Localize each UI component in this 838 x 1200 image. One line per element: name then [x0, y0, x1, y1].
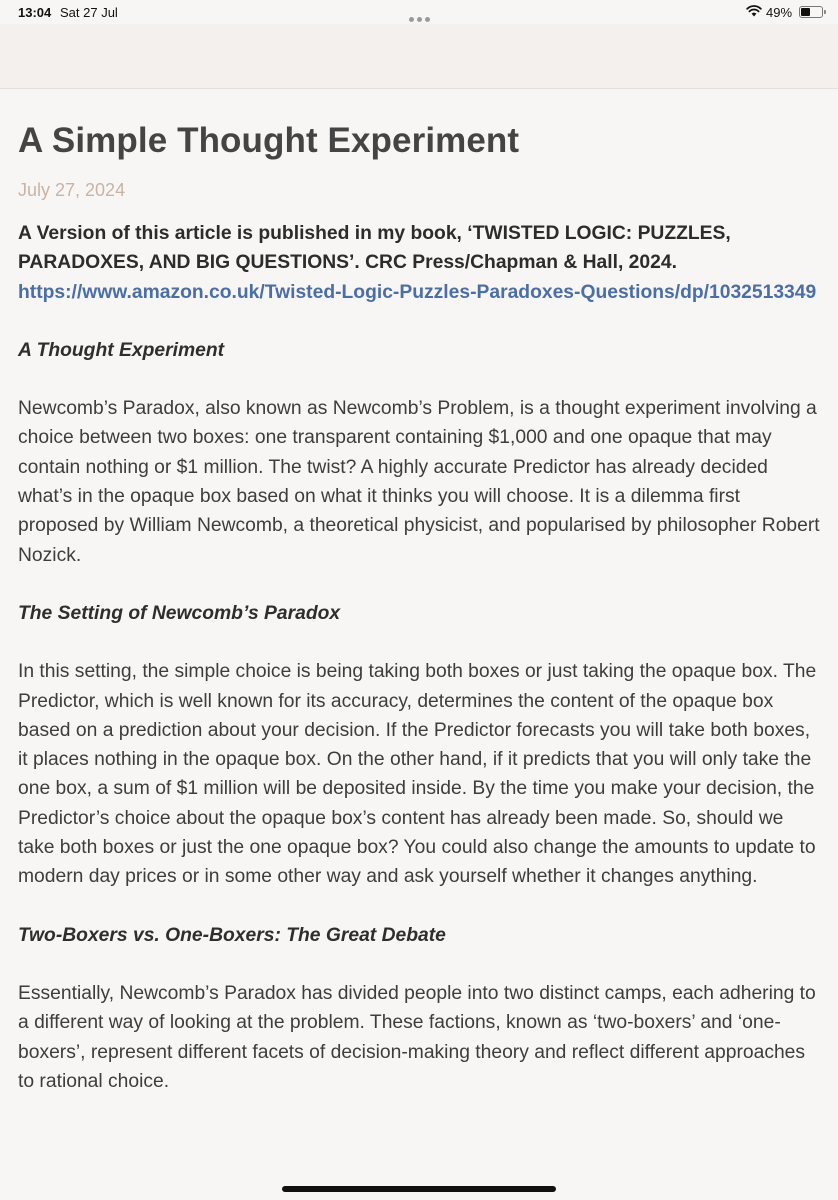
battery-icon — [799, 6, 823, 18]
section-body: Newcomb’s Paradox, also known as Newcomb’s Problem, is a thought experiment involving a choice between two boxes: one transparent containing $1,000 and one opaque that may contain nothing or $1 million. The twist? A highly accurate Predictor has already decided what’s in the opaque box based on what it thinks you will choose. It is a dilemma first proposed by William Newcomb, a theoretical physicist, and popularised by philosopher Robert Nozick. — [18, 398, 820, 566]
battery-percent: 49% — [766, 5, 793, 20]
amazon-link[interactable]: https://www.amazon.co.uk/Twisted-Logic-Puzzles-Paradoxes-Questions/dp/1032513349 — [18, 281, 817, 303]
section-heading: A Thought Experiment — [18, 339, 225, 361]
status-time: 13:04 — [18, 5, 52, 20]
article — [18, 88, 824, 1096]
section-body: In this setting, the simple choice is being taking both boxes or just taking the opaque box. The Predictor, which is well known for its accuracy, determines the content of the opaque box based on a prediction about your decision. If the Predictor forecasts you will take both boxes, it places nothing in the opaque box. On the other hand, if it predicts that you will only take the one box, a sum of $1 million will be deposited inside. By the time you make your decision, the Predictor’s choice about the opaque box’s content has already been made. So, should we take both boxes or just the one opaque box? You could also change the amounts to update to modern day prices or in some other way and ask yourself whether it changes anything. — [18, 661, 817, 888]
status-date: Sat 27 Jul — [60, 5, 118, 20]
section-heading: The Setting of Newcomb’s Paradox — [18, 602, 341, 624]
home-indicator[interactable] — [282, 1186, 556, 1192]
book-note-period: . — [671, 252, 677, 274]
book-note — [18, 219, 824, 307]
book-note-text: A Version of this article is published in my book, ‘TWISTED LOGIC: PUZZLES, PARADOXES, AND BIG QUESTIONS’. CRC Press/Chapman & Hall, 2024 — [18, 223, 731, 274]
reader-toolbar — [0, 24, 838, 89]
article-title: A Simple Thought Experiment — [18, 121, 520, 160]
section-heading: Two-Boxers vs. One-Boxers: The Great Debate — [18, 924, 446, 946]
section-body: Essentially, Newcomb’s Paradox has divided people into two distinct camps, each adhering to a different way of looking at the problem. These factions, known as ‘two-boxers’ and ‘one-boxers’, represent different facets of decision-making theory and reflect different approaches to rational choice. — [18, 982, 816, 1092]
article-date: July 27, 2024 — [18, 180, 126, 200]
battery-fill — [801, 8, 810, 16]
wifi-icon — [746, 5, 762, 17]
status-bar — [0, 0, 838, 24]
multitasking-dots-icon[interactable] — [409, 10, 433, 25]
